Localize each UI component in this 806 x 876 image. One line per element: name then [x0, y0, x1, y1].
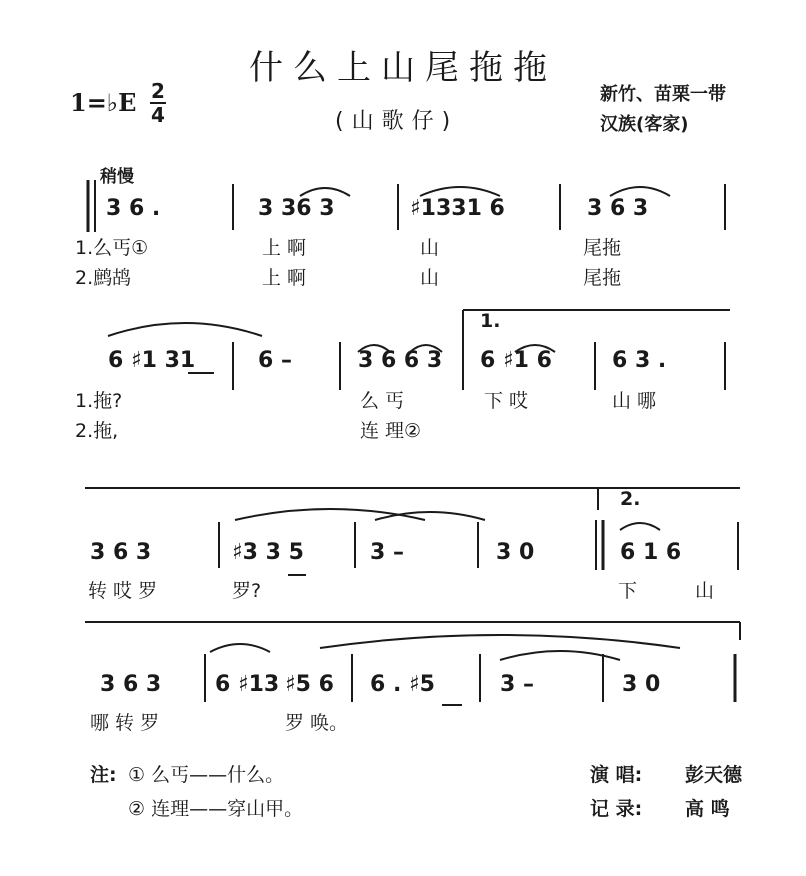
lyric-r3-d: 山	[695, 580, 715, 602]
measure-4-6: 3 0	[622, 672, 661, 697]
measure-3-2: ♯3 3 5	[232, 540, 304, 565]
tempo-marking: 稍慢	[100, 167, 134, 187]
measure-3-3: 3 –	[370, 540, 404, 565]
measure-2-4: 6 ♯1 6	[480, 348, 552, 373]
volta-2-label: 2.	[620, 488, 641, 510]
singer-label: 演 唱:	[590, 764, 643, 786]
lyric-r1-v2-b: 上 啊	[262, 267, 307, 289]
lyric-r3-b: 罗?	[232, 580, 262, 602]
lyric-r1-v2-a: 2.鹧鸪	[75, 267, 132, 289]
lyric-r1-v2-c: 山	[420, 267, 440, 289]
measure-2-2: 6 –	[258, 348, 292, 373]
meter-denominator: 4	[151, 103, 165, 127]
measure-4-1: 3 6 3	[100, 672, 162, 697]
measure-4-4: 6 . ♯5	[370, 672, 435, 697]
lyric-r3-a: 转 哎 罗	[88, 580, 158, 602]
measure-2-5: 6 3 .	[612, 348, 667, 373]
measure-4-2: 6 ♯13	[215, 672, 280, 697]
lyric-r2-v1-d: 山 哪	[612, 390, 657, 412]
lyric-r4-b: 罗 唤。	[285, 712, 349, 734]
measure-1-1: 3 6 .	[106, 196, 161, 221]
lyric-r2-v1-b: 么 丐	[360, 390, 405, 412]
lyric-r1-v1-c: 山	[420, 237, 440, 259]
key-signature: 1=♭E	[70, 88, 137, 117]
song-title: 什么上山尾拖拖	[249, 48, 557, 88]
singer-name: 彭天德	[685, 764, 743, 786]
lyric-r1-v1-d: 尾拖	[583, 237, 622, 259]
measure-4-5: 3 –	[500, 672, 534, 697]
origin-ethnicity: 汉族(客家)	[600, 114, 689, 135]
recorder-name: 高 鸣	[685, 798, 730, 820]
lyric-r1-v2-d: 尾拖	[583, 267, 622, 289]
measure-3-4: 3 0	[496, 540, 535, 565]
measure-2-1: 6 ♯1 31	[108, 348, 196, 373]
lyric-r2-v2-b: 连 理②	[360, 420, 422, 442]
song-subtitle: (山歌仔)	[335, 109, 459, 134]
lyric-r1-v1-a: 1.么丐①	[75, 237, 149, 259]
lyric-r2-v2-a: 2.拖,	[75, 420, 119, 442]
lyric-r2-v1-a: 1.拖?	[75, 390, 123, 412]
footnote-1: ① 么丐——什么。	[128, 764, 285, 786]
meter-numerator: 2	[151, 79, 165, 103]
measure-1-4: 3 6 3	[587, 196, 649, 221]
lyric-r2-v1-c: 下 哎	[484, 390, 529, 412]
lyric-r1-v1-b: 上 啊	[262, 237, 307, 259]
measure-4-3: ♯5 6	[285, 672, 334, 697]
measure-3-1: 3 6 3	[90, 540, 152, 565]
lyric-r4-a: 哪 转 罗	[90, 712, 160, 734]
recorder-label: 记 录:	[590, 798, 643, 820]
origin-region: 新竹、苗栗一带	[600, 84, 726, 105]
measure-2-3: 3 6 6 3	[358, 348, 443, 373]
volta-1-label: 1.	[480, 310, 501, 332]
notes-label: 注:	[90, 764, 117, 786]
measure-3-5: 6 1 6	[620, 540, 682, 565]
footnote-2: ② 连理——穿山甲。	[128, 798, 304, 820]
measure-1-2: 3 36 3	[258, 196, 335, 221]
lyric-r3-c: 下	[618, 580, 638, 602]
measure-1-3: ♯1331 6	[410, 196, 505, 221]
